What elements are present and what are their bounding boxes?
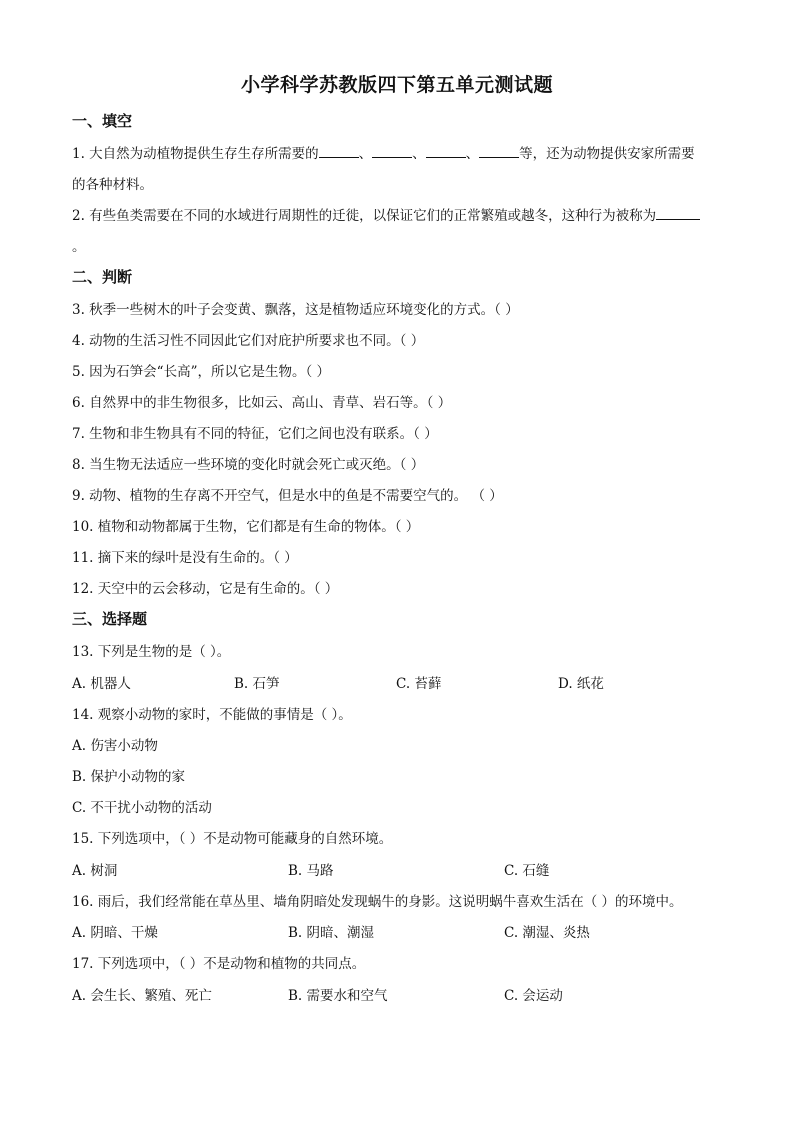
question-13-option-c[interactable]: C. 苔藓 [396,676,442,692]
judge-question: 5. 因为石笋会“长高”，所以它是生物。（ ） [72,364,331,380]
question-17-option-a[interactable]: A. 会生长、繁殖、死亡 [72,988,212,1004]
answer-blank[interactable] [319,145,359,158]
question-15-stem: 15. 下列选项中，（ ）不是动物可能藏身的自然环境。 [72,831,393,847]
judge-question: 11. 摘下来的绿叶是没有生命的。（ ） [72,550,298,566]
question-2-text: 2. 有些鱼类需要在不同的水域进行周期性的迁徙，以保证它们的正常繁殖或越冬，这种行为被称为 [72,208,657,224]
question-14-option-b[interactable]: B. 保护小动物的家 [72,769,186,785]
question-14-option-c[interactable]: C. 不干扰小动物的活动 [72,800,212,816]
answer-blank[interactable] [426,145,466,158]
answer-blank[interactable] [656,207,700,220]
answer-blank[interactable] [372,145,412,158]
question-13-option-b[interactable]: B. 石笋 [234,676,280,692]
question-15-option-a[interactable]: A. 树洞 [72,863,118,879]
section-heading-judge: 二、判断 [72,268,133,286]
section-heading-choice: 三、选择题 [72,610,148,628]
judge-question: 9. 动物、植物的生存离不开空气，但是水中的鱼是不需要空气的。 （ ） [72,488,503,504]
question-1-text-a: 1. 大自然为动植物提供生存生存所需要的 [72,146,319,162]
question-16-option-c[interactable]: C. 潮湿、炎热 [504,925,590,941]
separator: 、 [412,146,426,162]
answer-blank[interactable] [479,145,519,158]
page-title: 小学科学苏教版四下第五单元测试题 [240,74,553,96]
judge-question: 8. 当生物无法适应一些环境的变化时就会死亡或灭绝。（ ） [72,457,425,473]
separator: 、 [465,146,480,162]
question-13-stem: 13. 下列是生物的是（ ）。 [72,644,231,660]
question-17-stem: 17. 下列选项中，（ ）不是动物和植物的共同点。 [72,956,366,972]
judge-question: 6. 自然界中的非生物很多，比如云、高山、青草、岩石等。（ ） [72,395,452,411]
question-2-line-2: 。 [72,239,86,255]
question-16-option-b[interactable]: B. 阴暗、潮湿 [288,925,375,941]
question-1-text-b: 等，还为动物提供安家所需要 [519,146,695,162]
judge-question: 3. 秋季一些树木的叶子会变黄、飘落，这是植物适应环境变化的方式。（ ） [72,302,519,318]
question-16-option-a[interactable]: A. 阴暗、干燥 [72,925,158,941]
question-17-option-c[interactable]: C. 会运动 [504,988,563,1004]
question-15-option-c[interactable]: C. 石缝 [504,863,550,879]
judge-question: 7. 生物和非生物具有不同的特征，它们之间也没有联系。（ ） [72,426,438,442]
question-17-option-b[interactable]: B. 需要水和空气 [288,988,388,1004]
question-1-line-2: 的各种材料。 [72,177,153,193]
separator: 、 [358,146,373,162]
question-2-line-1 [72,204,700,224]
question-13-option-a[interactable]: A. 机器人 [72,676,131,692]
judge-question: 4. 动物的生活习性不同因此它们对庇护所要求也不同。（ ） [72,333,425,349]
question-15-option-b[interactable]: B. 马路 [288,863,334,879]
question-14-stem: 14. 观察小动物的家时，不能做的事情是（ ）。 [72,707,352,723]
section-heading-fill: 一、填空 [72,112,133,130]
question-13-option-d[interactable]: D. 纸花 [558,676,604,692]
question-14-option-a[interactable]: A. 伤害小动物 [72,738,158,754]
question-16-stem: 16. 雨后，我们经常能在草丛里、墙角阴暗处发现蜗牛的身影。这说明蜗牛喜欢生活在（ ）的环境中。 [72,894,683,910]
judge-question: 12. 天空中的云会移动，它是有生命的。（ ） [72,581,339,597]
judge-question: 10. 植物和动物都属于生物，它们都是有生命的物体。（ ） [72,519,420,535]
question-1-line-1 [72,142,695,162]
